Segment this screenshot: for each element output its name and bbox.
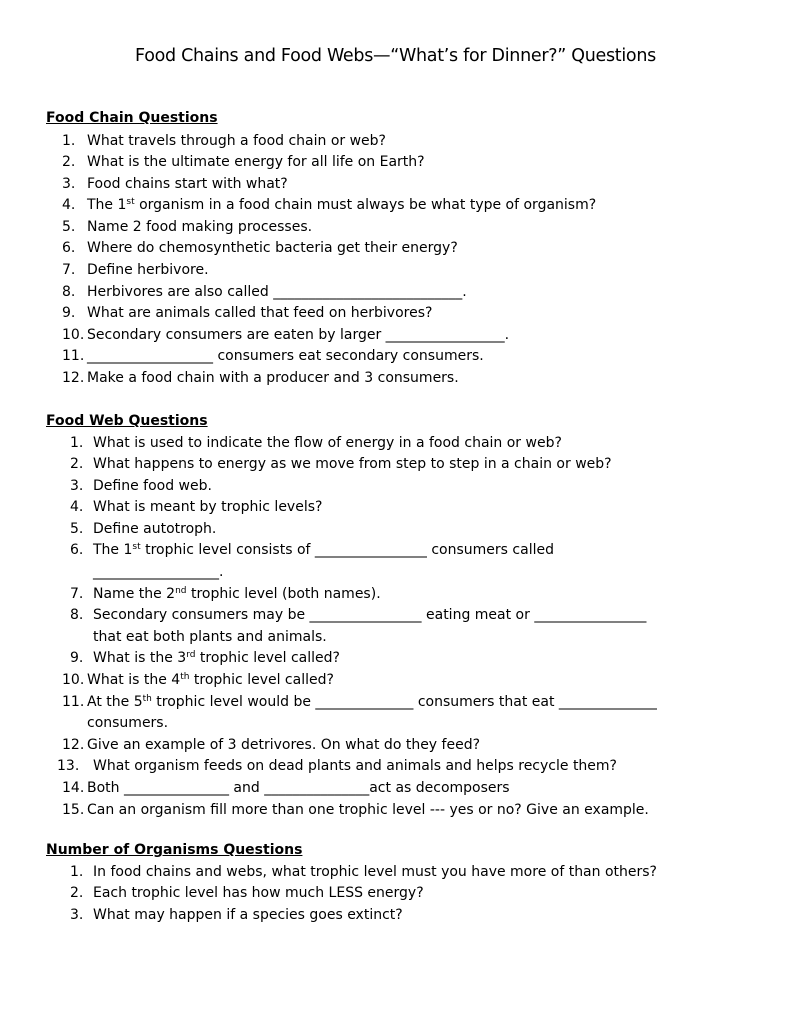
- question-number: 15.: [62, 802, 85, 818]
- question-number: 5.: [70, 521, 84, 537]
- question-text: What travels through a food chain or web?: [87, 133, 386, 149]
- question-number: 3.: [70, 907, 84, 923]
- question-text: Define herbivore.: [87, 262, 209, 278]
- question-number: 13.: [57, 758, 80, 774]
- section-heading-organisms: Number of Organisms Questions: [46, 842, 303, 858]
- question-number: 4.: [70, 499, 84, 515]
- question-number: 7.: [62, 262, 76, 278]
- question-number: 1.: [70, 435, 84, 451]
- question-number: 2.: [62, 154, 76, 170]
- question-number: 8.: [70, 607, 84, 623]
- question-text: Give an example of 3 detrivores. On what do they feed?: [87, 737, 481, 753]
- question-number: 9.: [62, 305, 76, 321]
- question-text: What is the ultimate energy for all life on Earth?: [87, 154, 425, 170]
- question-text: Define autotroph.: [93, 521, 217, 537]
- question-text: Name 2 food making processes.: [87, 219, 313, 235]
- question-text: The 1st organism in a food chain must always be what type of organism?: [87, 197, 597, 213]
- question-number: 2.: [70, 456, 84, 472]
- question-text: Secondary consumers are eaten by larger _________________.: [87, 327, 510, 343]
- question-number: 5.: [62, 219, 76, 235]
- question-number: 10.: [62, 327, 85, 343]
- question-text: Define food web.: [93, 478, 212, 494]
- question-text: Each trophic level has how much LESS energy?: [93, 885, 424, 901]
- question-text: Secondary consumers may be ________________ eating meat or ________________: [93, 607, 647, 623]
- question-number: 4.: [62, 197, 76, 213]
- question-number: 6.: [62, 240, 76, 256]
- question-text: What organism feeds on dead plants and animals and helps recycle them?: [93, 758, 617, 774]
- question-text-continued: that eat both plants and animals.: [93, 629, 327, 645]
- question-text: The 1st trophic level consists of ________________ consumers called: [93, 542, 554, 558]
- question-text: Name the 2nd trophic level (both names).: [93, 586, 381, 602]
- question-number: 11.: [62, 694, 85, 710]
- question-text: What are animals called that feed on herbivores?: [87, 305, 433, 321]
- question-text-continued: __________________.: [93, 564, 224, 580]
- question-text: What is used to indicate the flow of energy in a food chain or web?: [93, 435, 562, 451]
- question-text: Can an organism fill more than one trophic level --- yes or no? Give an example.: [87, 802, 649, 818]
- question-text: What happens to energy as we move from step to step in a chain or web?: [93, 456, 612, 472]
- question-number: 8.: [62, 284, 76, 300]
- question-number: 3.: [70, 478, 84, 494]
- question-text: What is the 4th trophic level called?: [87, 672, 334, 688]
- question-text: Both _______________ and _______________act as decomposers: [87, 780, 510, 796]
- question-text: What is the 3rd trophic level called?: [93, 650, 340, 666]
- question-number: 1.: [70, 864, 84, 880]
- question-number: 1.: [62, 133, 76, 149]
- question-number: 3.: [62, 176, 76, 192]
- question-number: 6.: [70, 542, 84, 558]
- question-text: Where do chemosynthetic bacteria get their energy?: [87, 240, 458, 256]
- question-text: __________________ consumers eat secondary consumers.: [87, 348, 484, 364]
- question-text-continued: consumers.: [87, 715, 169, 731]
- question-text: Food chains start with what?: [87, 176, 288, 192]
- question-number: 11.: [62, 348, 85, 364]
- question-text: At the 5th trophic level would be ______________ consumers that eat ______________: [87, 694, 657, 710]
- question-text: Herbivores are also called ___________________________.: [87, 284, 467, 300]
- question-number: 9.: [70, 650, 84, 666]
- question-text: Make a food chain with a producer and 3 consumers.: [87, 370, 459, 386]
- question-number: 14.: [62, 780, 85, 796]
- question-number: 2.: [70, 885, 84, 901]
- section-heading-food-chain: Food Chain Questions: [46, 110, 218, 126]
- question-text: What is meant by trophic levels?: [93, 499, 323, 515]
- question-number: 12.: [62, 737, 85, 753]
- page-title: Food Chains and Food Webs—“What’s for Dinner?” Questions: [135, 46, 656, 66]
- section-heading-food-web: Food Web Questions: [46, 413, 208, 429]
- question-number: 10.: [62, 672, 85, 688]
- question-number: 12.: [62, 370, 85, 386]
- question-text: What may happen if a species goes extinct?: [93, 907, 403, 923]
- question-text: In food chains and webs, what trophic level must you have more of than others?: [93, 864, 657, 880]
- question-number: 7.: [70, 586, 84, 602]
